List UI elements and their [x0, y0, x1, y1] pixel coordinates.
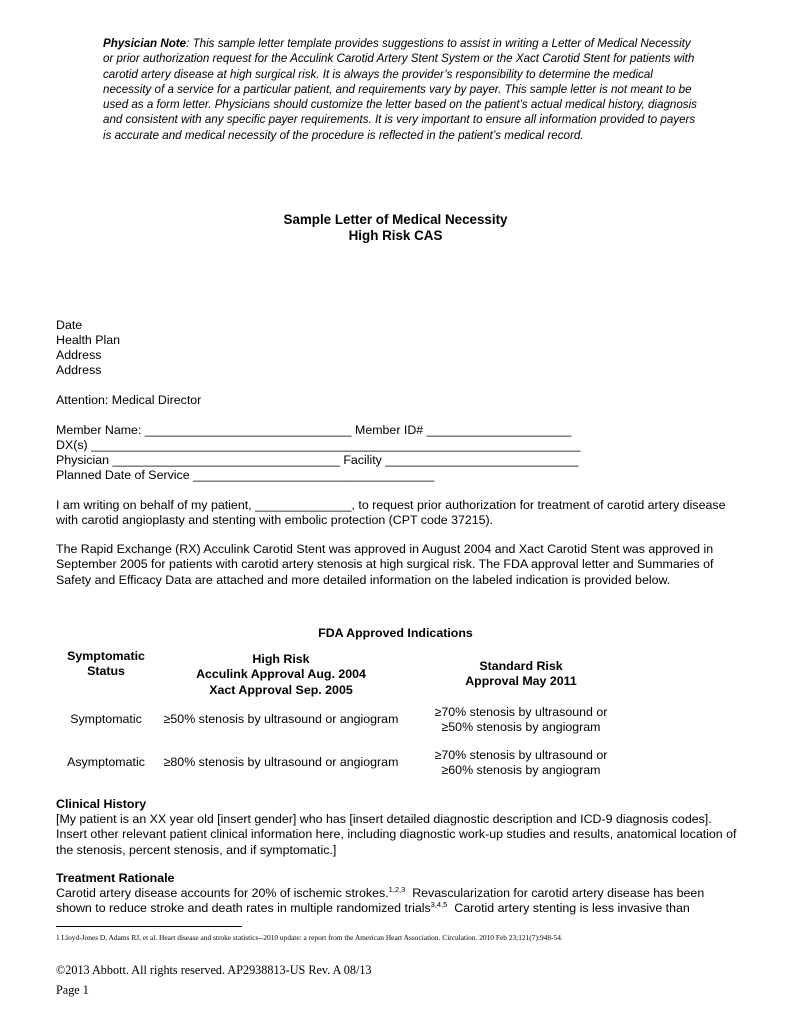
dx-field-line: DX(s) _______________________________________________________________________	[56, 438, 581, 452]
row-symptomatic-high-risk: ≥50% stenosis by ultrasound or angiogram	[163, 712, 399, 726]
address-line-1: Address	[56, 348, 102, 362]
page-number: Page 1	[56, 983, 89, 997]
treatment-rationale-text: Carotid artery disease accounts for 20% of ischemic strokes.$^{1,2,3}$ Revascularization for carotid artery disease has been shown to reduce stroke and death rates in multiple randomized trials$^{3,4,5}$ Carotid artery stenting is less invasive than	[56, 885, 705, 916]
citation-superscript: 3,4,5	[430, 900, 448, 910]
fda-table-title: FDA Approved Indications	[318, 626, 473, 640]
attention-line: Attention: Medical Director	[56, 393, 202, 407]
header-status: Symptomatic Status	[67, 649, 145, 679]
address-line-2: Address	[56, 363, 102, 377]
physician-facility-line: Physician _________________________________ Facility ____________________________	[56, 453, 579, 467]
row-symptomatic-status: Symptomatic	[70, 712, 142, 726]
row-symptomatic-standard: ≥70% stenosis by ultrasound or ≥50% stenosis by angiogram	[434, 705, 608, 735]
treatment-rationale-heading: Treatment Rationale	[56, 871, 175, 885]
row-asymptomatic-standard: ≥70% stenosis by ultrasound or ≥60% stenosis by angiogram	[434, 748, 608, 778]
rx-paragraph: The Rapid Exchange (RX) Acculink Carotid Stent was approved in August 2004 and Xact Carotid Stent was approved in September 2005 for patients with carotid artery stenosis at high surgical risk. The FDA approval letter and Summaries of Safety and Efficacy Data are attached and more detailed information on the labeled indication is provided below.	[56, 542, 714, 587]
row-asymptomatic-status: Asymptomatic	[67, 755, 145, 769]
member-fields-line: Member Name: ______________________________ Member ID# _____________________	[56, 423, 572, 437]
health-plan-line: Health Plan	[56, 333, 121, 347]
clinical-history-text: [My patient is an XX year old [insert gender] who has [insert detailed diagnostic description and ICD-9 diagnosis codes]. Insert other relevant patient clinical information here, including diagnostic work-up studies and results, anatomical location of the stenosis, percent stenosis, and if symptomatic.]	[56, 812, 737, 857]
header-standard-risk: Standard Risk Approval May 2011	[465, 659, 577, 689]
date-of-service-line: Planned Date of Service ___________________________________	[56, 468, 435, 482]
header-high-risk: High Risk Acculink Approval Aug. 2004 Xact Approval Sep. 2005	[196, 652, 366, 697]
footnote-divider	[56, 926, 242, 927]
letter-title: Sample Letter of Medical Necessity	[283, 212, 508, 227]
copyright-line: ©2013 Abbott. All rights reserved. AP2938813-US Rev. A 08/13	[56, 963, 372, 977]
physician-note-text: : This sample letter template provides suggestions to assist in writing a Letter of Medical Necessity or prior authorization request for the Acculink Carotid Artery Stent System or the Xact Carotid Stent for patients with carotid artery disease at high surgical risk. It is always the provider’s responsibility to determine the medical necessity of a service for a particular patient, and requirements vary by payer. This sample letter is not meant to be used as a form letter. Physicians should customize the letter based on the patient’s actual medical history, diagnosis and consistent with any specific payer requirements. It is very important to ensure all information provided to payers is accurate and medical necessity of the procedure is reflected in the patient’s medical record.	[103, 37, 697, 142]
intro-paragraph: I am writing on behalf of my patient, ______________, to request prior authorization for treatment of carotid artery disease with carotid angioplasty and stenting with embolic protection (CPT code 37215).	[56, 498, 726, 528]
clinical-history-heading: Clinical History	[56, 797, 147, 811]
letter-subtitle: High Risk CAS	[348, 228, 443, 243]
physician-note-label: Physician Note	[103, 37, 187, 50]
citation-superscript: 1,2,3	[388, 885, 406, 894]
physician-note	[103, 36, 703, 143]
footnote: 1 Lloyd-Jones D, Adams RJ, et al. Heart disease and stroke statistics--2010 update: a report from the American Heart Association. Circulation. 2010 Feb 23;121(7):948-54.	[56, 933, 563, 942]
date-line: Date	[56, 318, 83, 332]
row-asymptomatic-high-risk: ≥80% stenosis by ultrasound or angiogram	[163, 755, 399, 769]
